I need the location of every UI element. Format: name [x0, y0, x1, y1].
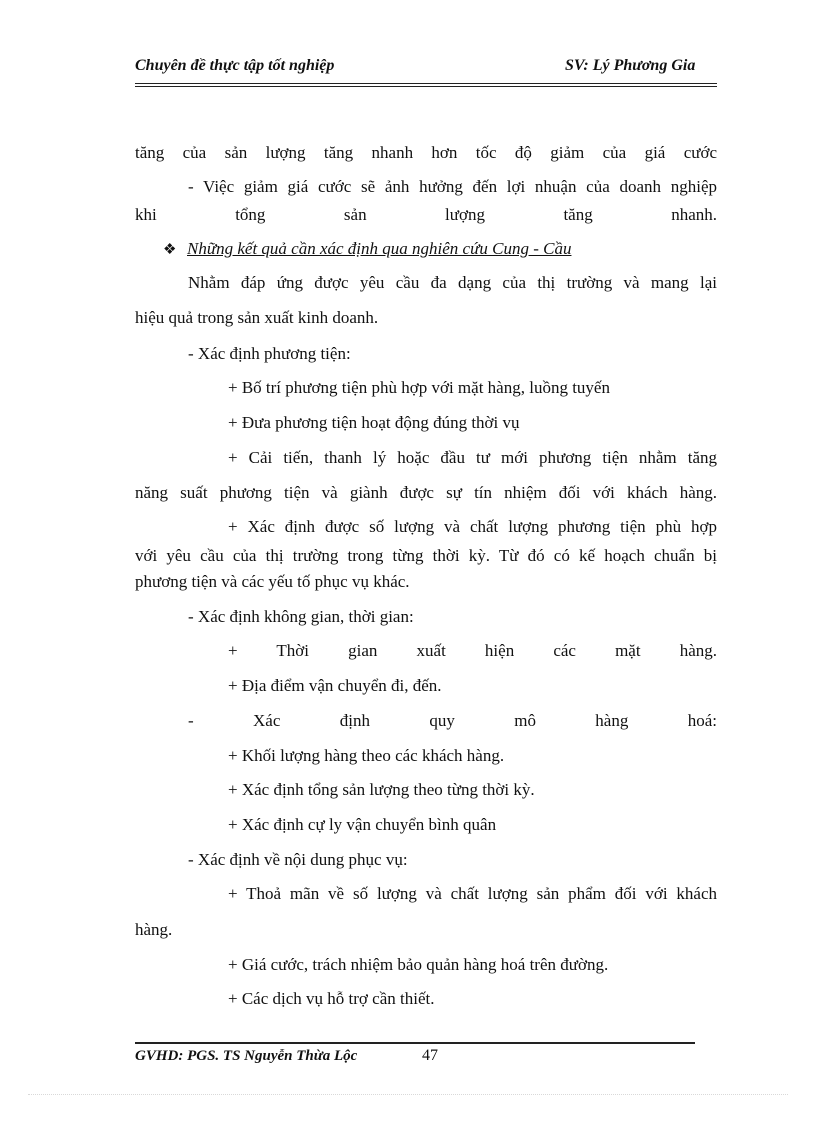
body-line: + Đưa phương tiện hoạt động đúng thời vụ	[228, 413, 520, 432]
header-title: Chuyên đề thực tập tốt nghiệp	[135, 57, 335, 74]
body-line: hiệu quả trong sản xuất kinh doanh.	[135, 308, 379, 327]
body-line: Nhằm đáp ứng được yêu cầu đa dạng của thị trường và mang lại	[188, 273, 717, 292]
page-edge-divider	[28, 1094, 788, 1095]
header-author: SV: Lý Phương Gia	[565, 57, 696, 74]
body-line: với yêu cầu của thị trường trong từng thời kỳ. Từ đó có kế hoạch chuẩn bị	[135, 546, 717, 565]
body-line: + Khối lượng hàng theo các khách hàng.	[228, 746, 505, 765]
section-heading	[163, 236, 571, 263]
footer-rule	[135, 1042, 695, 1044]
body-line: + Thời gian xuất hiện các mặt hàng.	[228, 641, 717, 660]
footer-advisor: GVHD: PGS. TS Nguyễn Thừa Lộc	[135, 1048, 358, 1064]
header-rule-2	[135, 86, 717, 87]
body-line: + Bố trí phương tiện phù hợp với mặt hàng, luồng tuyến	[228, 378, 610, 397]
body-line: - Xác định không gian, thời gian:	[188, 607, 414, 626]
header-rule	[135, 83, 717, 84]
body-line: + Địa điểm vận chuyển đi, đến.	[228, 676, 442, 695]
body-line: phương tiện và các yếu tố phục vụ khác.	[135, 572, 410, 591]
body-line: - Xác định phương tiện:	[188, 344, 351, 363]
body-line: năng suất phương tiện và giành được sự tín nhiệm đối với khách hàng.	[135, 483, 717, 502]
body-line: + Xác định cự ly vận chuyển bình quân	[228, 815, 497, 834]
body-line: tăng của sản lượng tăng nhanh hơn tốc độ giảm của giá cước	[135, 143, 717, 162]
body-line: + Xác định tổng sản lượng theo từng thời kỳ.	[228, 780, 535, 799]
body-line: - Xác định quy mô hàng hoá:	[188, 711, 717, 730]
body-line: - Xác định về nội dung phục vụ:	[188, 850, 408, 869]
section-heading-text: Những kết quả cần xác định qua nghiên cứu Cung - Cầu	[187, 239, 572, 258]
body-line: + Cải tiến, thanh lý hoặc đầu tư mới phương tiện nhằm tăng	[228, 448, 717, 467]
body-line: khi tổng sản lượng tăng nhanh.	[135, 205, 717, 224]
page-number: 47	[422, 1047, 438, 1064]
body-line: + Các dịch vụ hỗ trợ cần thiết.	[228, 989, 435, 1008]
body-line: + Thoả mãn về số lượng và chất lượng sản phẩm đối với khách	[228, 884, 717, 903]
body-line: + Xác định được số lượng và chất lượng phương tiện phù hợp	[228, 517, 717, 536]
body-line: hàng.	[135, 920, 173, 939]
body-line: + Giá cước, trách nhiệm bảo quản hàng hoá trên đường.	[228, 955, 609, 974]
body-line: - Việc giảm giá cước sẽ ảnh hưởng đến lợi nhuận của doanh nghiệp	[188, 177, 717, 196]
diamond-bullet-icon: ❖	[163, 242, 177, 258]
